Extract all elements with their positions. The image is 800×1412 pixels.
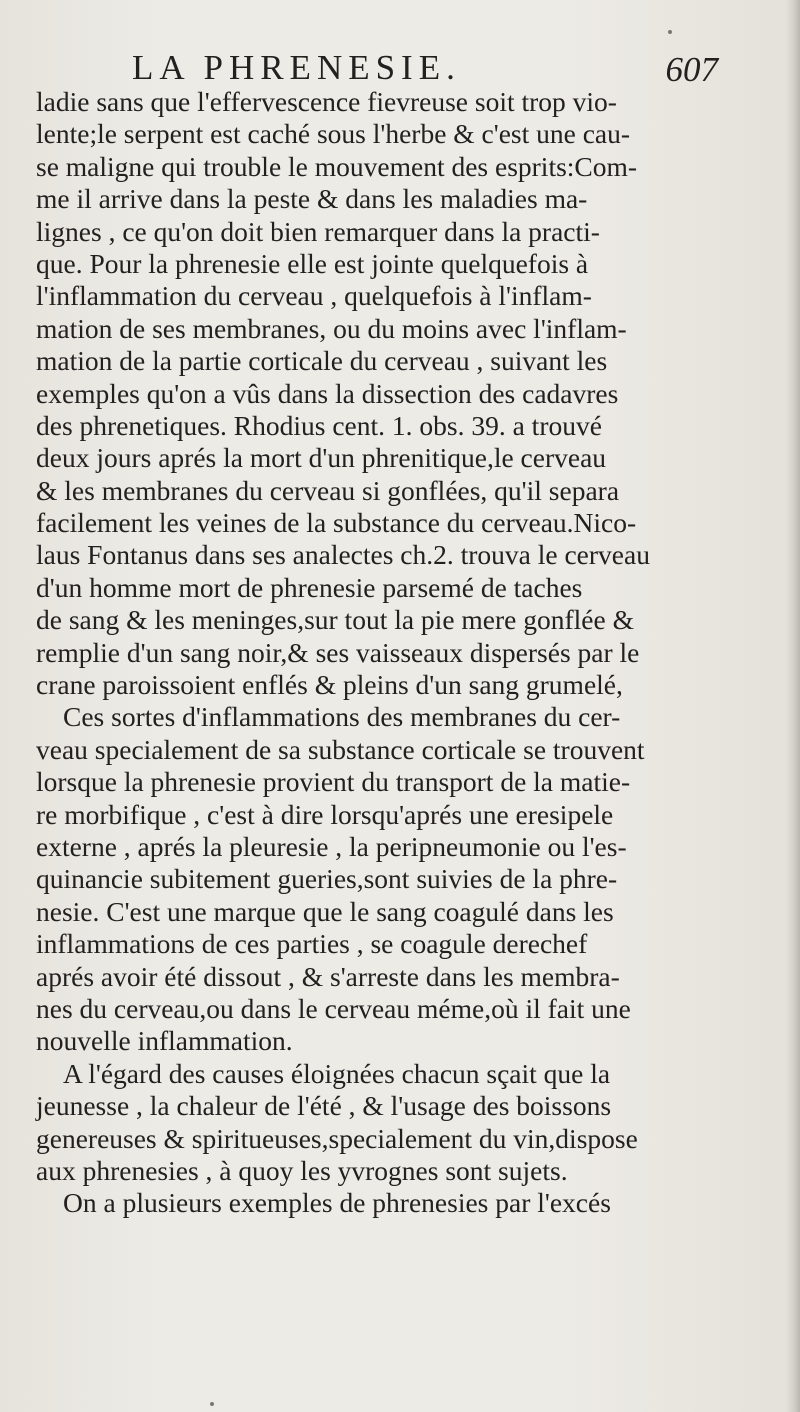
- text-line: mation de ses membranes, ou du moins avec l'inflam-: [36, 312, 627, 344]
- text-line: veau specialement de sa substance corticale se trouvent: [36, 733, 645, 765]
- page-number: 607: [665, 50, 718, 89]
- text-line: que. Pour la phrenesie elle est jointe quelquefois à: [36, 247, 589, 279]
- text-line: crane paroissoient enflés & pleins d'un sang grumelé,: [36, 669, 623, 701]
- ink-speck: [668, 30, 672, 34]
- text-line: nes du cerveau,ou dans le cerveau méme,où il fait une: [36, 992, 631, 1024]
- text-line: genereuses & spiritueuses,specialement du vin,dispose: [36, 1122, 638, 1154]
- ink-speck: [210, 1402, 214, 1406]
- text-line: Ces sortes d'inflammations des membranes du cer-: [63, 701, 621, 733]
- text-line: lignes , ce qu'on doit bien remarquer dans la practi-: [36, 215, 600, 247]
- text-line: ladie sans que l'effervescence fievreuse soit trop vio-: [36, 86, 617, 117]
- text-line: aprés avoir été dissout , & s'arreste dans les membra-: [36, 960, 620, 992]
- text-line: On a plusieurs exemples de phrenesies par l'excés: [63, 1187, 611, 1219]
- text-line: aux phrenesies , à quoy les yvrognes sont sujets.: [36, 1154, 568, 1186]
- text-line: externe , aprés la pleuresie , la peripneumonie ou l'es-: [36, 830, 627, 862]
- text-line: & les membranes du cerveau si gonflées, qu'il separa: [36, 474, 620, 506]
- text-line: des phrenetiques. Rhodius cent. 1. obs. 39. a trouvé: [36, 409, 602, 441]
- text-line: nouvelle inflammation.: [36, 1025, 293, 1057]
- text-line: de sang & les meninges,sur tout la pie mere gonflée &: [36, 604, 634, 636]
- text-line: se maligne qui trouble le mouvement des esprits:Com-: [36, 150, 638, 182]
- text-line: laus Fontanus dans ses analectes ch.2. trouva le cerveau: [36, 539, 650, 571]
- body-text: [36, 86, 746, 1220]
- text-line: lente;le serpent est caché sous l'herbe & c'est une cau-: [36, 118, 631, 150]
- text-line: inflammations de ces parties , se coagule derechef: [36, 928, 588, 960]
- text-line: deux jours aprés la mort d'un phrenitique,le cerveau: [36, 442, 607, 474]
- text-line: facilement les veines de la substance du cerveau.Nico-: [36, 507, 637, 539]
- running-head: LA PHRENESIE.: [132, 48, 461, 87]
- text-line: me il arrive dans la peste & dans les maladies ma-: [36, 183, 588, 215]
- text-line: lorsque la phrenesie provient du transport de la matie-: [36, 766, 631, 798]
- text-line: d'un homme mort de phrenesie parsemé de taches: [36, 571, 583, 603]
- text-line: A l'égard des causes éloignées chacun sçait que la: [63, 1057, 611, 1089]
- text-line: l'inflammation du cerveau , quelquefois à l'inflam-: [36, 280, 592, 312]
- text-line: jeunesse , la chaleur de l'été , & l'usage des boissons: [36, 1090, 612, 1122]
- text-line: exemples qu'on a vûs dans la dissection des cadavres: [36, 377, 619, 409]
- page-edge-shadow: [786, 0, 800, 1412]
- text-line: re morbifique , c'est à dire lorsqu'aprés une eresipele: [36, 798, 614, 830]
- text-line: remplie d'un sang noir,& ses vaisseaux dispersés par le: [36, 636, 640, 668]
- text-line: nesie. C'est une marque que le sang coagulé dans les: [36, 895, 614, 927]
- text-line: quinancie subitement gueries,sont suivies de la phre-: [36, 863, 618, 895]
- text-line: mation de la partie corticale du cerveau , suivant les: [36, 345, 608, 377]
